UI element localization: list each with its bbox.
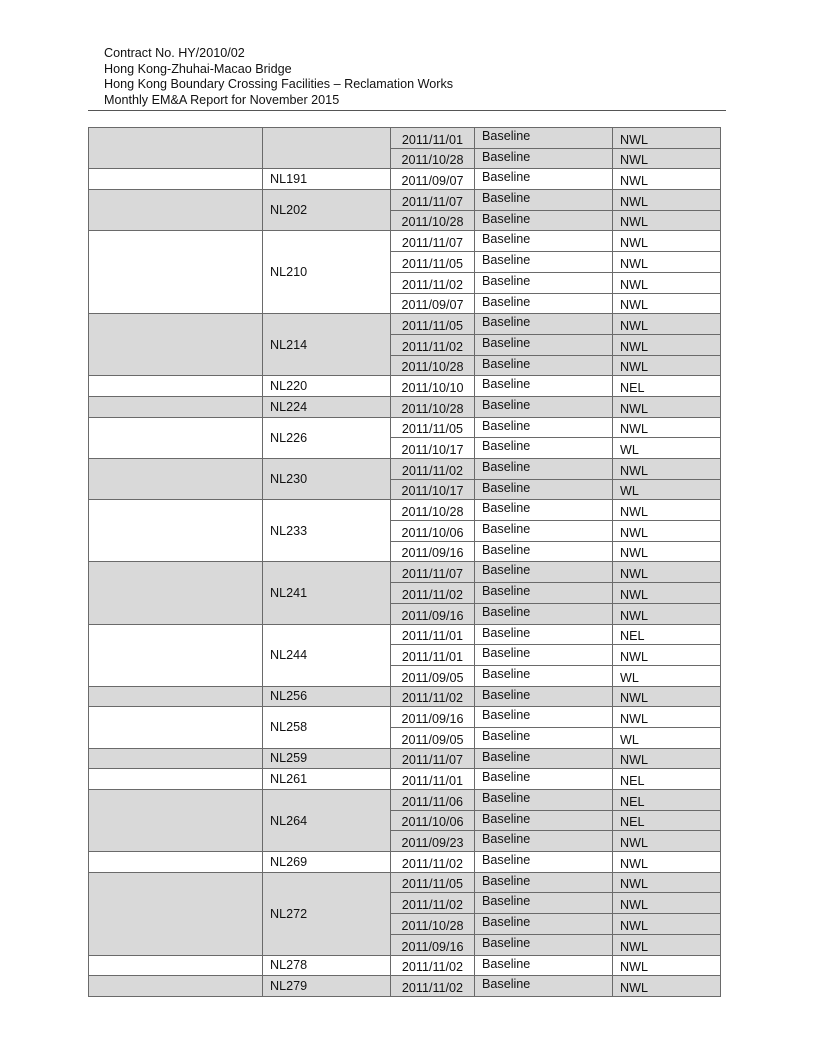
type-cell: Baseline: [475, 293, 613, 314]
date-cell: 2011/11/05: [391, 417, 475, 438]
date-cell: 2011/11/02: [391, 955, 475, 976]
location-cell: NWL: [613, 707, 721, 728]
type-cell: Baseline: [475, 624, 613, 645]
blank-cell: [89, 314, 263, 376]
table-row: [89, 417, 721, 438]
location-cell: NWL: [613, 128, 721, 149]
date-cell: 2011/11/01: [391, 769, 475, 790]
type-cell: Baseline: [475, 790, 613, 811]
blank-cell: [89, 707, 263, 748]
date-cell: 2011/09/05: [391, 665, 475, 686]
location-cell: NWL: [613, 541, 721, 562]
blank-cell: [89, 169, 263, 190]
blank-cell: [89, 231, 263, 314]
type-cell: Baseline: [475, 852, 613, 873]
date-cell: 2011/11/02: [391, 686, 475, 707]
location-cell: NEL: [613, 376, 721, 397]
date-cell: 2011/09/16: [391, 934, 475, 955]
location-cell: WL: [613, 479, 721, 500]
date-cell: 2011/11/02: [391, 852, 475, 873]
type-cell: Baseline: [475, 334, 613, 355]
type-cell: Baseline: [475, 252, 613, 273]
date-cell: 2011/11/02: [391, 583, 475, 604]
location-cell: WL: [613, 665, 721, 686]
location-cell: NWL: [613, 314, 721, 335]
station-id-cell: NL261: [263, 769, 391, 790]
type-cell: Baseline: [475, 500, 613, 521]
type-cell: Baseline: [475, 272, 613, 293]
blank-cell: [89, 128, 263, 169]
type-cell: Baseline: [475, 707, 613, 728]
location-cell: NWL: [613, 148, 721, 169]
type-cell: Baseline: [475, 914, 613, 935]
table-row: [89, 976, 721, 997]
date-cell: 2011/09/16: [391, 707, 475, 728]
location-cell: NWL: [613, 210, 721, 231]
table-row: [89, 169, 721, 190]
location-cell: NWL: [613, 583, 721, 604]
location-cell: WL: [613, 438, 721, 459]
date-cell: 2011/11/05: [391, 872, 475, 893]
report-title: Monthly EM&A Report for November 2015: [104, 92, 340, 107]
station-id-cell: NL256: [263, 686, 391, 707]
date-cell: 2011/10/17: [391, 479, 475, 500]
report-header: [104, 46, 726, 108]
location-cell: NWL: [613, 934, 721, 955]
location-cell: NWL: [613, 976, 721, 997]
station-id-cell: NL241: [263, 562, 391, 624]
date-cell: 2011/10/28: [391, 355, 475, 376]
table-row: [89, 459, 721, 480]
location-cell: NWL: [613, 645, 721, 666]
blank-cell: [89, 769, 263, 790]
date-cell: 2011/10/06: [391, 521, 475, 542]
station-id-cell: NL220: [263, 376, 391, 397]
blank-cell: [89, 417, 263, 458]
table-row: [89, 790, 721, 811]
type-cell: Baseline: [475, 603, 613, 624]
table-row: [89, 707, 721, 728]
blank-cell: [89, 852, 263, 873]
station-id-cell: [263, 128, 391, 169]
table-row: [89, 314, 721, 335]
type-cell: Baseline: [475, 748, 613, 769]
date-cell: 2011/09/07: [391, 293, 475, 314]
station-id-cell: NL278: [263, 955, 391, 976]
table-row: [89, 376, 721, 397]
station-id-cell: NL230: [263, 459, 391, 500]
type-cell: Baseline: [475, 872, 613, 893]
date-cell: 2011/10/28: [391, 396, 475, 417]
type-cell: Baseline: [475, 769, 613, 790]
location-cell: NWL: [613, 521, 721, 542]
table-row: [89, 686, 721, 707]
type-cell: Baseline: [475, 562, 613, 583]
location-cell: NWL: [613, 603, 721, 624]
blank-cell: [89, 500, 263, 562]
location-cell: NWL: [613, 852, 721, 873]
location-cell: NWL: [613, 231, 721, 252]
project-name: Hong Kong-Zhuhai-Macao Bridge: [104, 61, 292, 76]
location-cell: NWL: [613, 417, 721, 438]
station-id-cell: NL259: [263, 748, 391, 769]
type-cell: Baseline: [475, 810, 613, 831]
type-cell: Baseline: [475, 355, 613, 376]
type-cell: Baseline: [475, 128, 613, 149]
station-id-cell: NL264: [263, 790, 391, 852]
table-row: [89, 852, 721, 873]
blank-cell: [89, 190, 263, 231]
baseline-monitoring-table: [88, 127, 721, 997]
location-cell: NWL: [613, 872, 721, 893]
date-cell: 2011/10/28: [391, 210, 475, 231]
type-cell: Baseline: [475, 583, 613, 604]
station-id-cell: NL233: [263, 500, 391, 562]
location-cell: NWL: [613, 355, 721, 376]
date-cell: 2011/11/01: [391, 128, 475, 149]
blank-cell: [89, 872, 263, 955]
date-cell: 2011/10/28: [391, 148, 475, 169]
type-cell: Baseline: [475, 190, 613, 211]
type-cell: Baseline: [475, 955, 613, 976]
type-cell: Baseline: [475, 417, 613, 438]
blank-cell: [89, 686, 263, 707]
location-cell: NWL: [613, 748, 721, 769]
location-cell: NWL: [613, 893, 721, 914]
table-row: [89, 128, 721, 149]
date-cell: 2011/11/07: [391, 562, 475, 583]
date-cell: 2011/11/02: [391, 893, 475, 914]
contract-number: Contract No. HY/2010/02: [104, 46, 245, 60]
date-cell: 2011/10/06: [391, 810, 475, 831]
blank-cell: [89, 562, 263, 624]
blank-cell: [89, 976, 263, 997]
location-cell: NWL: [613, 500, 721, 521]
location-cell: NWL: [613, 686, 721, 707]
station-id-cell: NL224: [263, 396, 391, 417]
facility-name: Hong Kong Boundary Crossing Facilities – Reclamation Works: [104, 77, 454, 92]
station-id-cell: NL202: [263, 190, 391, 231]
type-cell: Baseline: [475, 645, 613, 666]
table-row: [89, 769, 721, 790]
blank-cell: [89, 748, 263, 769]
type-cell: Baseline: [475, 396, 613, 417]
type-cell: Baseline: [475, 479, 613, 500]
table-row: [89, 500, 721, 521]
type-cell: Baseline: [475, 210, 613, 231]
header-divider: [88, 110, 726, 111]
location-cell: NWL: [613, 562, 721, 583]
location-cell: NWL: [613, 459, 721, 480]
table-row: [89, 872, 721, 893]
table-row: [89, 396, 721, 417]
date-cell: 2011/10/10: [391, 376, 475, 397]
type-cell: Baseline: [475, 686, 613, 707]
date-cell: 2011/09/16: [391, 541, 475, 562]
location-cell: NEL: [613, 769, 721, 790]
date-cell: 2011/09/16: [391, 603, 475, 624]
location-cell: NWL: [613, 831, 721, 852]
location-cell: NEL: [613, 790, 721, 811]
type-cell: Baseline: [475, 459, 613, 480]
date-cell: 2011/11/05: [391, 252, 475, 273]
table-row: [89, 562, 721, 583]
type-cell: Baseline: [475, 831, 613, 852]
type-cell: Baseline: [475, 934, 613, 955]
location-cell: NWL: [613, 190, 721, 211]
date-cell: 2011/11/07: [391, 190, 475, 211]
location-cell: WL: [613, 727, 721, 748]
station-id-cell: NL214: [263, 314, 391, 376]
location-cell: NWL: [613, 169, 721, 190]
location-cell: NWL: [613, 293, 721, 314]
date-cell: 2011/11/07: [391, 748, 475, 769]
date-cell: 2011/11/01: [391, 624, 475, 645]
table-row: [89, 190, 721, 211]
station-id-cell: NL269: [263, 852, 391, 873]
station-id-cell: NL258: [263, 707, 391, 748]
location-cell: NWL: [613, 914, 721, 935]
type-cell: Baseline: [475, 438, 613, 459]
location-cell: NWL: [613, 334, 721, 355]
blank-cell: [89, 790, 263, 852]
station-id-cell: NL244: [263, 624, 391, 686]
type-cell: Baseline: [475, 521, 613, 542]
location-cell: NEL: [613, 810, 721, 831]
blank-cell: [89, 955, 263, 976]
date-cell: 2011/09/05: [391, 727, 475, 748]
type-cell: Baseline: [475, 727, 613, 748]
blank-cell: [89, 376, 263, 397]
station-id-cell: NL279: [263, 976, 391, 997]
date-cell: 2011/09/23: [391, 831, 475, 852]
date-cell: 2011/11/02: [391, 334, 475, 355]
table-row: [89, 624, 721, 645]
date-cell: 2011/10/28: [391, 914, 475, 935]
type-cell: Baseline: [475, 314, 613, 335]
date-cell: 2011/11/02: [391, 272, 475, 293]
table-row: [89, 955, 721, 976]
date-cell: 2011/11/05: [391, 314, 475, 335]
blank-cell: [89, 396, 263, 417]
date-cell: 2011/10/17: [391, 438, 475, 459]
type-cell: Baseline: [475, 376, 613, 397]
station-id-cell: NL210: [263, 231, 391, 314]
location-cell: NWL: [613, 252, 721, 273]
type-cell: Baseline: [475, 665, 613, 686]
type-cell: Baseline: [475, 231, 613, 252]
date-cell: 2011/11/01: [391, 645, 475, 666]
blank-cell: [89, 459, 263, 500]
type-cell: Baseline: [475, 893, 613, 914]
table-row: [89, 748, 721, 769]
date-cell: 2011/11/02: [391, 976, 475, 997]
station-id-cell: NL226: [263, 417, 391, 458]
location-cell: NWL: [613, 955, 721, 976]
location-cell: NWL: [613, 272, 721, 293]
station-id-cell: NL191: [263, 169, 391, 190]
type-cell: Baseline: [475, 541, 613, 562]
date-cell: 2011/09/07: [391, 169, 475, 190]
type-cell: Baseline: [475, 976, 613, 997]
date-cell: 2011/11/07: [391, 231, 475, 252]
type-cell: Baseline: [475, 169, 613, 190]
date-cell: 2011/10/28: [391, 500, 475, 521]
location-cell: NEL: [613, 624, 721, 645]
table-row: [89, 231, 721, 252]
date-cell: 2011/11/02: [391, 459, 475, 480]
table-body: [89, 128, 721, 997]
station-id-cell: NL272: [263, 872, 391, 955]
location-cell: NWL: [613, 396, 721, 417]
blank-cell: [89, 624, 263, 686]
date-cell: 2011/11/06: [391, 790, 475, 811]
type-cell: Baseline: [475, 148, 613, 169]
